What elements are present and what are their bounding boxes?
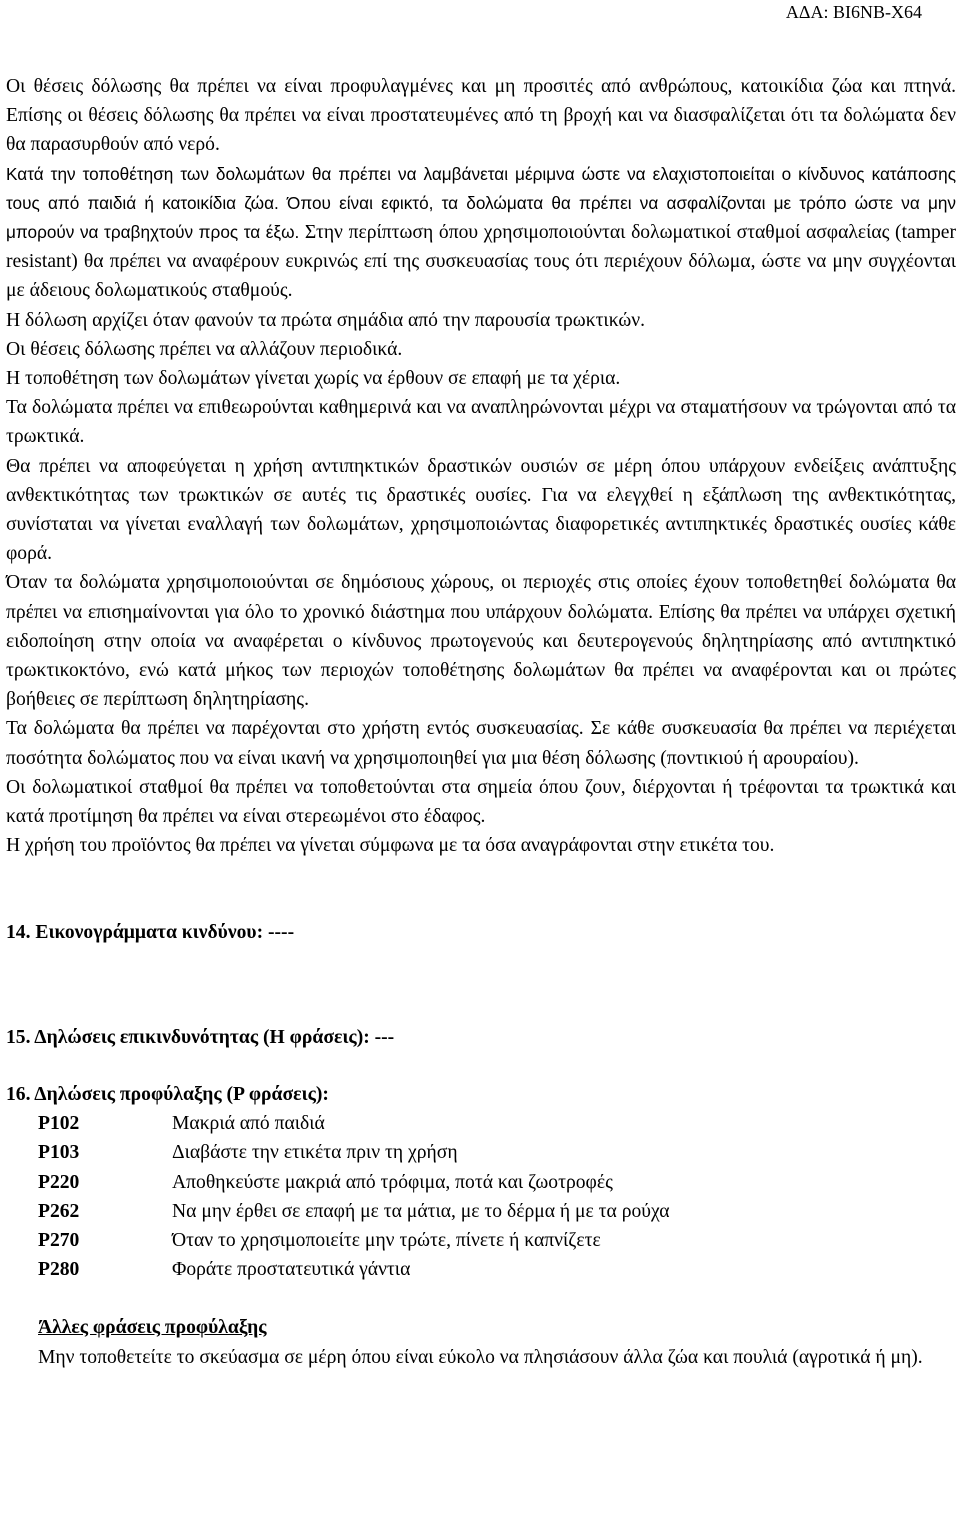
table-row	[38, 1168, 670, 1197]
table-row	[38, 1138, 670, 1167]
paragraph-resistance	[6, 452, 956, 569]
section-16-heading: 16. Δηλώσεις προφύλαξης (Ρ φράσεις):	[6, 1083, 329, 1105]
paragraph-baiting-start: Η δόλωση αρχίζει όταν φανούν τα πρώτα σημάδια από την παρουσία τρωκτικών.	[6, 309, 646, 331]
phrase-text: Φοράτε προστατευτικά γάντια	[172, 1259, 411, 1281]
text-sentence: Κατά την τοποθέτηση των δολωμάτων θα πρέπει να λαμβάνεται μέριμνα ώστε να ελαχιστοποιείται ο κίνδυνος κατάποσης τους από παιδιά ή κατοικίδια ζώα.	[6, 163, 956, 213]
text-sentence: Οι θέσεις δόλωσης θα πρέπει να είναι προφυλαγμένες και μη προσιτές από ανθρώπους, κατοικίδια ζώα και πτηνά.	[6, 76, 956, 97]
section-15-heading: 15. Δηλώσεις επικινδυνότητας (Η φράσεις): ---	[6, 1026, 395, 1048]
document-body	[6, 72, 956, 1372]
table-row	[38, 1226, 670, 1255]
table-row	[38, 1109, 670, 1138]
phrase-code: P220	[38, 1171, 80, 1193]
text-sentence: Επίσης θα πρέπει να υπάρχει σχετική ειδοποίηση στην οποία να αναφέρεται ο κίνδυνος πρωτογενούς και δευτερογενούς δηλητηρίασης από αντιπηκτικό τρωκτικοκτόνο, ενώ κατά μήκος των περιοχών τοποθέτησης δολωμάτων θα πρέπει να αναφέρονται και οι πρώτες βοήθειες σε περίπτωση δηλητηρίασης.	[6, 601, 957, 711]
text-sentence: Τα δολώματα θα πρέπει να παρέχονται στο χρήστη εντός συσκευασίας.	[6, 718, 584, 740]
text-sentence: Όπου είναι εφικτό, τα δολώματα θα πρέπει να ασφαλίζονται με τρόπο ώστε να μην μπορούν να τραβηχτούν προς τα έξω.	[6, 192, 956, 243]
text-sentence: Όταν τα δολώματα χρησιμοποιούνται σε δημόσιους χώρους, οι περιοχές στις οποίες έχουν τοποθετηθεί δολώματα θα πρέπει να επισημαίνονται για όλο το χρονικό διάστημα που υπάρχουν δολώματα.	[6, 572, 956, 623]
paragraph-no-hand-contact: Η τοποθέτηση των δολωμάτων γίνεται χωρίς να έρθουν σε επαφή με τα χέρια.	[6, 368, 621, 390]
text-sentence: Σε κάθε συσκευασία θα πρέπει να περιέχεται ποσότητα δολώματος που να είναι ικανή να χρησιμοποιηθεί για μια θέση δόλωσης (ποντικιού ή αρουραίου).	[6, 718, 956, 769]
paragraph-packaging	[6, 714, 956, 772]
paragraph-label-use: Η χρήση του προϊόντος θα πρέπει να γίνεται σύμφωνα με τα όσα αναγράφονται στην ετικέτα του.	[6, 835, 775, 857]
phrase-text: Μακριά από παιδιά	[172, 1113, 325, 1135]
text-sentence: Για να ελεγχθεί η εξάπλωση της ανθεκτικότητας, συνίσταται να γίνεται εναλλαγή των δολωμάτων, χρησιμοποιώντας διαφορετικές αντιπηκτικές δραστικές ουσίες κάθε φορά.	[6, 484, 957, 565]
phrase-code: P270	[38, 1229, 80, 1251]
other-phrases-heading: Άλλες φράσεις προφύλαξης	[38, 1317, 267, 1339]
phrase-text: Αποθηκεύστε μακριά από τρόφιμα, ποτά και ζωοτροφές	[172, 1171, 613, 1193]
phrase-code: P102	[38, 1113, 80, 1135]
paragraph-daily-inspection: Τα δολώματα πρέπει να επιθεωρούνται καθημερινά και να αναπληρώνονται μέχρι να σταματήσουν να τρώγονται από τα τρωκτικά.	[6, 397, 956, 448]
paragraph-placement	[6, 160, 956, 306]
paragraph-public-areas	[6, 568, 956, 714]
paragraph-bait-stations: Οι δολωματικοί σταθμοί θα πρέπει να τοποθετούνται στα σημεία όπου ζουν, διέρχονται ή τρέφονται τα τρωκτικά και κατά προτίμηση θα πρέπει να είναι στερεωμένοι στο έδαφος.	[6, 776, 956, 828]
text-sentence: Θα πρέπει να αποφεύγεται η χρήση αντιπηκτικών δραστικών ουσιών σε μέρη όπου υπάρχουν ενδείξεις ανάπτυξης ανθεκτικότητας των τρωκτικών σε αυτές τις δραστικές ουσίες.	[6, 455, 956, 506]
phrase-text: Διαβάστε την ετικέτα πριν τη χρήση	[172, 1142, 458, 1164]
paragraph-periodic-change: Οι θέσεις δόλωσης πρέπει να αλλάζουν περιοδικά.	[6, 338, 403, 360]
phrase-text: Να μην έρθει σε επαφή με τα μάτια, με το δέρμα ή με τα ρούχα	[172, 1200, 670, 1222]
text-sentence: Στην περίπτωση όπου χρησιμοποιούνται δολωματικοί σταθμοί ασφαλείας (tamper resistant) θα πρέπει να αναφέρουν ευκρινώς επί της συσκευασίας τους ότι περιέχουν δόλωμα, ώστε να μην συγχέονται με άδειους δολωματικούς σταθμούς.	[6, 222, 956, 302]
table-row	[38, 1255, 670, 1284]
phrase-code: P103	[38, 1142, 80, 1164]
table-row	[38, 1197, 670, 1226]
other-phrases-text: Μην τοποθετείτε το σκεύασμα σε μέρη όπου είναι εύκολο να πλησιάσουν άλλα ζώα και πουλιά (αγροτικά ή μη).	[38, 1346, 923, 1368]
phrase-text: Όταν το χρησιμοποιείτε μην τρώτε, πίνετε ή καπνίζετε	[172, 1229, 601, 1251]
phrase-code: P262	[38, 1200, 80, 1222]
paragraph-storage	[6, 72, 956, 160]
phrase-code: P280	[38, 1259, 80, 1281]
document-id: ΑΔΑ: ΒΙ6ΝΒ-Χ64	[785, 2, 922, 22]
text-sentence: Επίσης οι θέσεις δόλωσης θα πρέπει να είναι προστατευμένες από τη βροχή και να διασφαλίζεται ότι τα δολώματα δεν θα παρασυρθούν από νερό.	[6, 105, 956, 156]
precautionary-phrases-table	[38, 1109, 670, 1284]
section-14-heading: 14. Εικονογράμματα κινδύνου: ----	[6, 922, 295, 944]
